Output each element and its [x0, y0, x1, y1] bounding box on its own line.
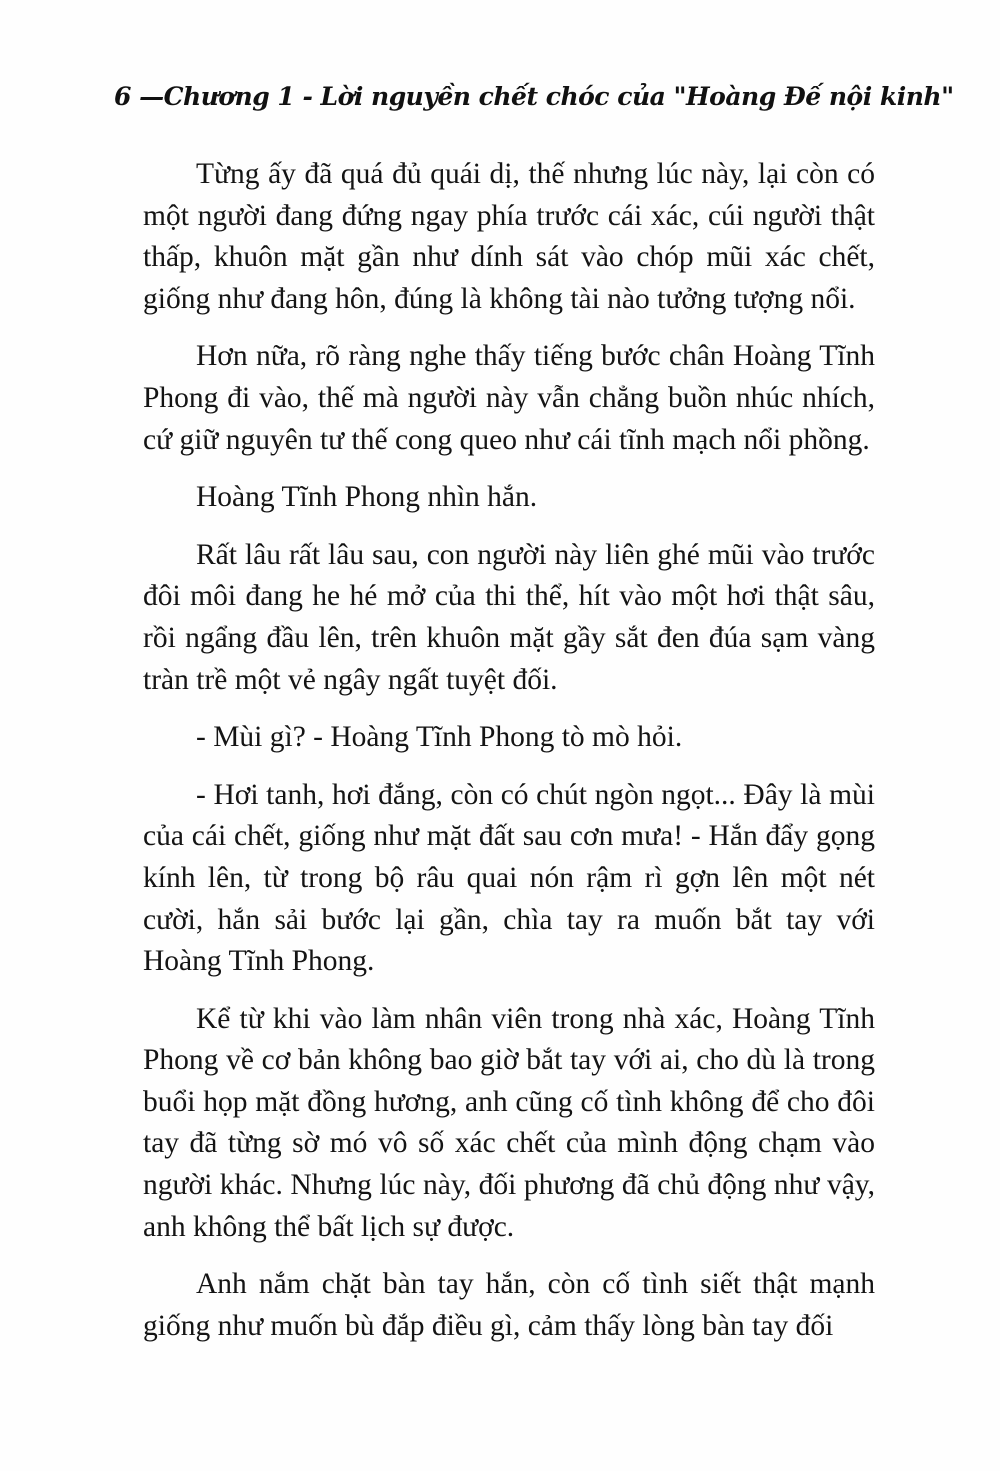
paragraph-5: - Mùi gì? - Hoàng Tĩnh Phong tò mò hỏi. [196, 721, 683, 754]
paragraph-6: - Hơi tanh, hơi đắng, còn có chút ngòn ngọt... Đây là mùi của cái chết, giống như mặt đất sau cơn mưa! - Hắn đẩy gọng kính lên, từ trong bộ râu quai nón rậm rì gợn lên một nét cười, hắn sải bước lại gần, chìa tay ra muốn bắt tay với Hoàng Tĩnh Phong. [143, 778, 875, 978]
running-header: 6 —Chương 1 - Lời nguyền chết chóc của "Hoàng Đế nội kinh" [114, 82, 954, 111]
body-text [143, 154, 875, 1347]
paragraph-7: Kể từ khi vào làm nhân viên trong nhà xác, Hoàng Tĩnh Phong về cơ bản không bao giờ bắt tay với ai, cho dù là trong buổi họp mặt đồng hương, anh cũng cố tình không để cho đôi tay đã từng sờ mó vô số xác chết của mình động chạm vào người khác. Nhưng lúc này, đối phương đã chủ động như vậy, anh không thể bất lịch sự được. [143, 1002, 875, 1243]
paragraph-2: Hơn nữa, rõ ràng nghe thấy tiếng bước chân Hoàng Tĩnh Phong đi vào, thế mà người này vẫn chẳng buồn nhúc nhích, cứ giữ nguyên tư thế cong queo như cái tĩnh mạch nổi phồng. [143, 340, 875, 456]
paragraph-8: Anh nắm chặt bàn tay hắn, còn cố tình siết thật mạnh giống như muốn bù đắp điều gì, cảm thấy lòng bàn tay đối [143, 1268, 875, 1342]
paragraph-3: Hoàng Tĩnh Phong nhìn hắn. [196, 481, 538, 514]
paragraph-4: Rất lâu rất lâu sau, con người này liên ghé mũi vào trước đôi môi đang he hé mở của thi thể, hít vào một hơi thật sâu, rồi ngẩng đầu lên, trên khuôn mặt gầy sắt đen đúa sạm vàng tràn trề một vẻ ngây ngất tuyệt đối. [143, 538, 875, 696]
paragraph-1: Từng ấy đã quá đủ quái dị, thế nhưng lúc này, lại còn có một người đang đứng ngay phía trước cái xác, cúi người thật thấp, khuôn mặt gần như dính sát vào chóp mũi xác chết, giống như đang hôn, đúng là không tài nào tưởng tượng nổi. [143, 158, 875, 315]
